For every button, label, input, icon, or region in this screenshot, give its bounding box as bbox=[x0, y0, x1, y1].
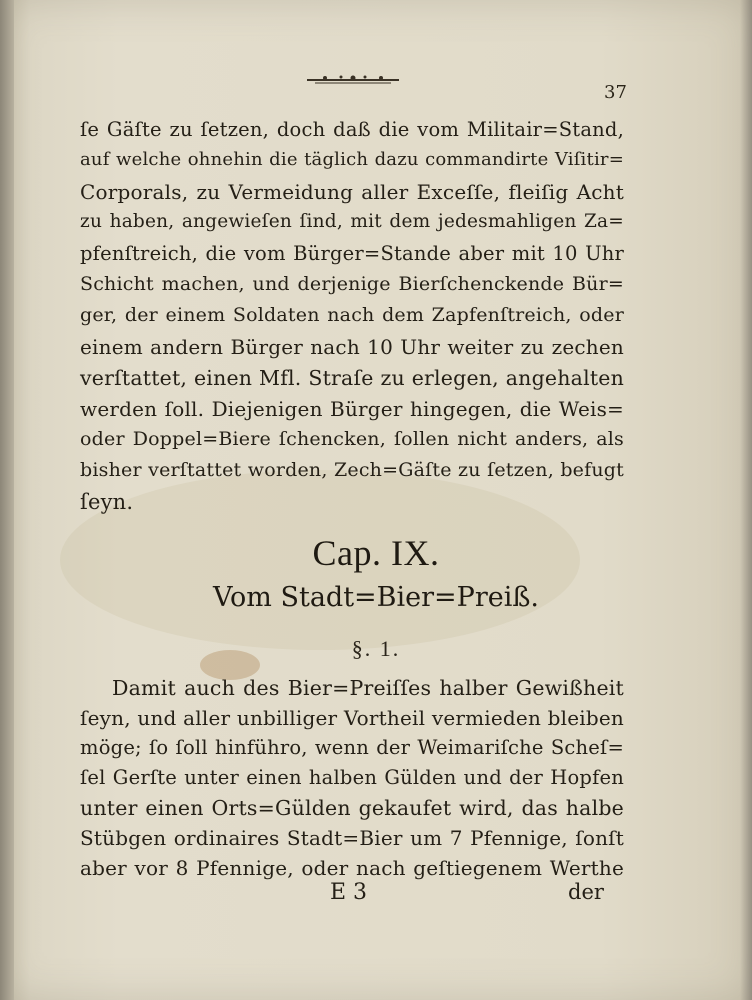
text-line: unter einen Orts=Gülden gekaufet wird, das halbe bbox=[80, 796, 624, 820]
text-line: bisher verſtattet worden, Zech=Gäſte zu ſetzen, befugt bbox=[80, 459, 624, 481]
text-line: aber vor 8 Pfennige, oder nach geſtiegenem Werthe bbox=[80, 856, 624, 880]
text-line: Stübgen ordinaires Stadt=Bier um 7 Pfennige, ſonſt bbox=[80, 826, 624, 850]
text-line: möge; ſo ſoll hinführo, wenn der Weimariſche Scheſ= bbox=[80, 736, 624, 759]
ornament-rule-icon bbox=[305, 72, 401, 88]
text-line: ſe Gäſte zu ſetzen, doch daß die vom Militair=Stand, bbox=[80, 118, 624, 141]
chapter-heading: Cap. IX. bbox=[312, 533, 440, 573]
page-number: 37 bbox=[604, 82, 627, 103]
text-line: ger, der einem Soldaten nach dem Zapfenſtreich, oder bbox=[80, 304, 624, 326]
text-line: zu haben, angewieſen ſind, mit dem jedesmahligen Za= bbox=[80, 211, 624, 232]
text-line: werden ſoll. Diejenigen Bürger hingegen, die Weis= bbox=[80, 397, 624, 421]
catchword: der bbox=[568, 880, 604, 904]
text-line: pfenſtreich, die vom Bürger=Stande aber mit 10 Uhr bbox=[80, 242, 624, 265]
book-binding-edge bbox=[0, 0, 14, 1000]
chapter-title: Vom Stadt=Bier=Preiß. bbox=[213, 582, 539, 613]
text-line: ſeyn, und aller unbilliger Vortheil vermieden bleiben bbox=[80, 706, 624, 730]
text-line: ſeyn. bbox=[80, 490, 134, 514]
text-line: auf welche ohnehin die täglich dazu commandirte Viſitir= bbox=[80, 149, 624, 170]
signature-mark: E 3 bbox=[330, 880, 368, 905]
text-line: verſtattet, einen Mfl. Straſe zu erlegen, angehalten bbox=[80, 366, 624, 390]
section-number: §. 1. bbox=[351, 636, 401, 661]
text-line: ſel Gerſte unter einen halben Gülden und der Hopfen bbox=[80, 766, 624, 789]
text-line: Damit auch des Bier=Preiſſes halber Gewißheit bbox=[112, 676, 624, 700]
text-line: oder Doppel=Biere ſchencken, ſollen nicht anders, als bbox=[80, 428, 624, 450]
text-line: einem andern Bürger nach 10 Uhr weiter zu zechen bbox=[80, 335, 624, 359]
text-line: Schicht machen, und derjenige Bierſchenckende Bür= bbox=[80, 273, 624, 295]
text-line: Corporals, zu Vermeidung aller Exceſſe, fleiſig Acht bbox=[80, 180, 624, 204]
